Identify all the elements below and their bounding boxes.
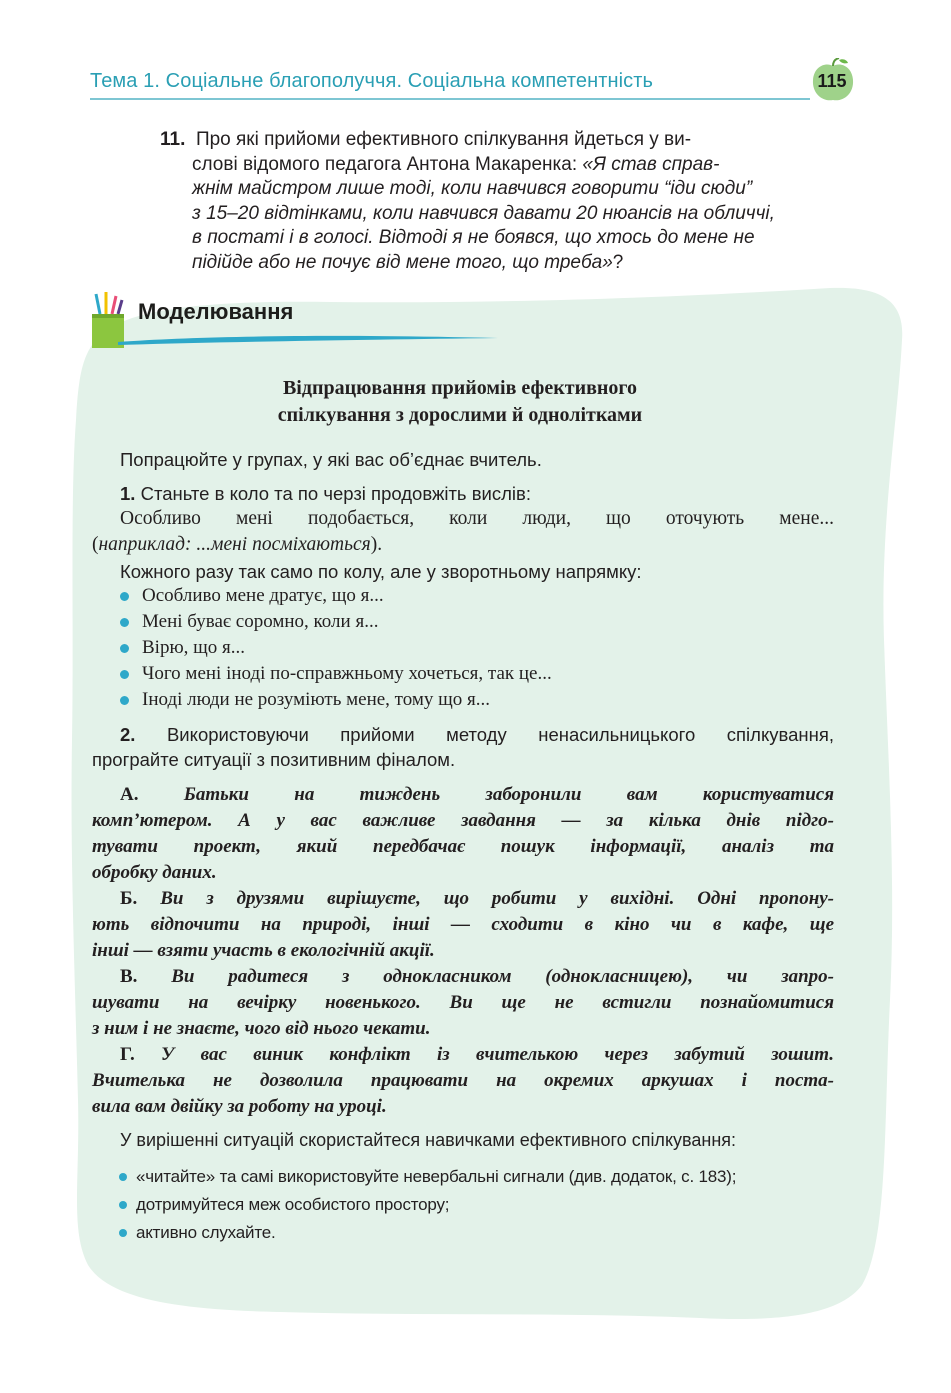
section-heading bbox=[88, 290, 488, 350]
bullet-dot bbox=[120, 644, 129, 653]
bullet-dot bbox=[120, 670, 129, 679]
question-11 bbox=[160, 128, 834, 275]
bullet-dot bbox=[120, 696, 129, 705]
task-number: 2. bbox=[120, 724, 136, 745]
running-header bbox=[90, 66, 860, 106]
intro-text: Попрацюйте у групах, у які вас об’єднає вчитель. bbox=[120, 449, 542, 470]
list-item: Чого мені іноді по-справжньому хочеться, так це... bbox=[118, 661, 552, 687]
question-number: 11. bbox=[160, 129, 186, 150]
situation-label: Б. bbox=[120, 888, 138, 909]
bullet-dot bbox=[119, 1229, 127, 1237]
situation-label: Г. bbox=[120, 1044, 135, 1065]
question-11-line: 11. Про які прийоми ефективного спілкування йдеться у ви- bbox=[160, 129, 692, 150]
list-item: Мені буває соромно, коли я... bbox=[118, 609, 552, 635]
list-item: Особливо мене дратує, що я... bbox=[118, 583, 552, 609]
situation-label: А. bbox=[120, 784, 139, 805]
header-rule bbox=[90, 98, 810, 100]
task-2: 2. Використовуючи прийоми методу ненасильницького спілкування, програйте ситуації з позитивним фіналом. bbox=[92, 724, 835, 770]
page-number: 115 bbox=[817, 71, 847, 91]
question-11-line: жнім майстром лише тоді, коли навчився говорити “іди сюди” bbox=[192, 178, 753, 199]
bullet-dot bbox=[119, 1173, 127, 1181]
situation-a: А. Батьки на тиждень заборонили вам користуватися комп’ютером. А у вас важливе завдання — за кілька днів підго- тувати проект, який передбачає пошук інформації, аналіз та обробку даних. bbox=[92, 784, 834, 883]
question-11-line: в постаті і в голосі. Відтоді я не боявся, що хтось до мене не bbox=[192, 227, 755, 248]
task-number: 1. bbox=[120, 483, 136, 504]
tips-intro: У вирішенні ситуацій скористайтеся навичками ефективного спілкування: bbox=[120, 1130, 737, 1150]
question-11-line: підійде або не почує від мене того, що треба»? bbox=[192, 251, 624, 273]
section-underline bbox=[118, 334, 498, 346]
situation-label: В. bbox=[120, 966, 138, 987]
running-header-title: Тема 1. Соціальне благополуччя. Соціальна компетентність bbox=[90, 70, 654, 92]
task-1: 1. Станьте в коло та по черзі продовжіть вислів: bbox=[120, 483, 531, 504]
section-title: Моделювання bbox=[138, 299, 294, 324]
exercise-title: Відпрацювання прийомів ефективного спілкування з дорослими й однолітками bbox=[277, 377, 643, 426]
bullet-dot bbox=[120, 618, 129, 627]
phrase-prompt: Особливо мені подобається, коли люди, що оточують мене... (наприклад: ...мені посміхаються). bbox=[92, 508, 834, 555]
prompt-bullet-list bbox=[118, 583, 552, 713]
list-item: дотримуйтеся меж особистого простору; bbox=[118, 1191, 736, 1219]
situation-h: Г. У вас виник конфлікт із вчителькою через забутий зошит. Вчителька не дозволила працювати на окремих аркушах і поста- вила вам двійку за роботу на уроці. bbox=[92, 1044, 835, 1117]
reverse-instruction: Кожного разу так само по колу, але у зворотньому напрямку: bbox=[120, 561, 642, 582]
bullet-dot bbox=[119, 1201, 127, 1209]
bullet-dot bbox=[120, 592, 129, 601]
page-number-badge bbox=[810, 58, 856, 104]
situation-v: В. Ви радитеся з однокласником (однокласницею), чи запро- шувати на вечірку новенького. Ви ще не встигли познайомитися з ним і не знаєте, чого від нього чекати. bbox=[92, 966, 835, 1039]
list-item: активно слухайте. bbox=[118, 1219, 736, 1247]
list-item: «читайте» та самі використовуйте невербальні сигнали (див. додаток, с. 183); bbox=[118, 1163, 736, 1191]
question-11-line: слові відомого педагога Антона Макаренка: «Я став справ- bbox=[192, 153, 720, 175]
situation-b: Б. Ви з друзями вирішуєте, що робити у вихідні. Одні пропону- ють відпочити на природі, інші — сходити в кіно чи в кафе, ще інші — взяти участь в екологічній акції. bbox=[92, 888, 834, 961]
tips-list bbox=[118, 1163, 736, 1247]
question-11-line: з 15–20 відтінками, коли навчився давати 20 нюансів на обличчі, bbox=[192, 202, 775, 224]
list-item: Іноді люди не розуміють мене, тому що я... bbox=[118, 687, 552, 713]
list-item: Вірю, що я... bbox=[118, 635, 552, 661]
